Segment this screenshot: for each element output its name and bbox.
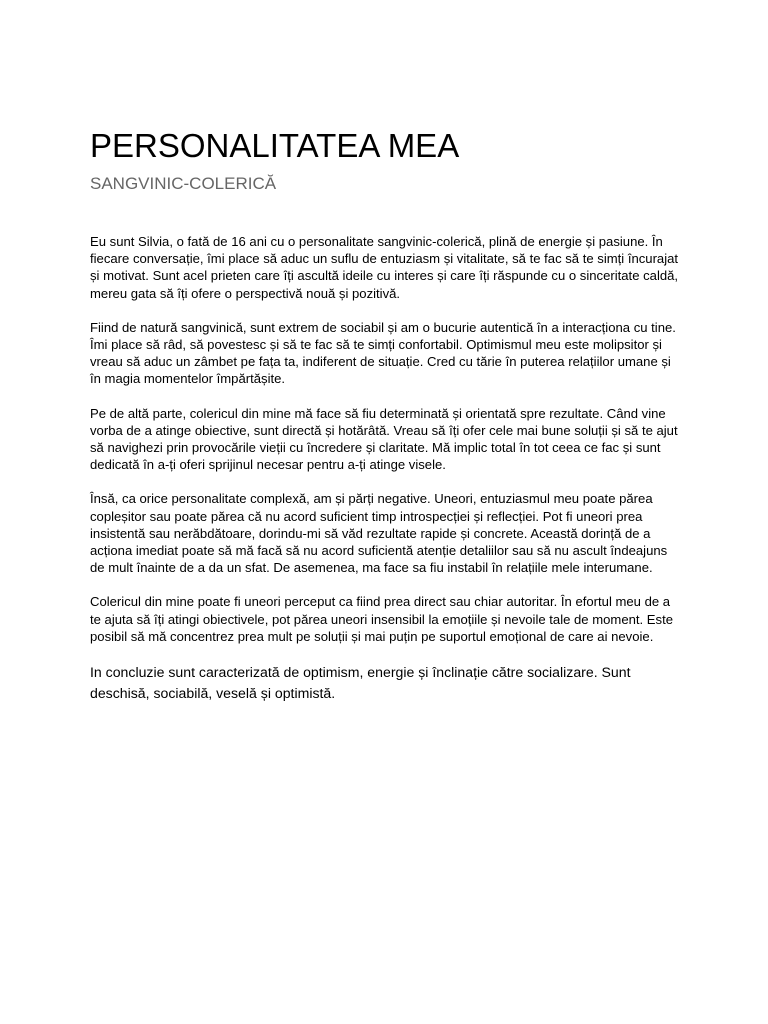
document-body [90,233,682,703]
document-page [90,126,682,720]
paragraph-sanguine: Fiind de natură sangvinică, sunt extrem de sociabil și am o bucurie autentică în a interacționa cu tine. Îmi place să râd, să povestesc și să te fac să te simți confortabil. Optimismul meu este molipsitor și vreau să aduc un zâmbet pe fața ta, indiferent de situație. Cred cu tărie în puterea relațiilor umane și în magia momentelor împărtășite. [90,319,676,387]
paragraph-intro: Eu sunt Silvia, o fată de 16 ani cu o personalitate sangvinic-colerică, plină de energie și pasiune. În fiecare conversație, îmi place să aduc un suflu de entuziasm și vitalitate, să te fac să te simți încurajat și motivat. Sunt acel prieten care îți ascultă ideile cu interes și care îți răspunde cu o sinceritate caldă, mereu gata să îți ofere o perspectivă nouă și pozitivă. [90,234,679,301]
paragraph-choleric: Pe de altă parte, colericul din mine mă face să fiu determinată și orientată spre rezultate. Când vine vorba de a atinge obiective, sunt directă și hotărâtă. Vreau să îți ofer cele mai bune soluții și să te ajut să navighezi prin provocările vieții cu încredere și claritate. Mă implic total în tot ceea ce fac și sunt dedicată în a-ți oferi sprijinul necesar pentru a-ți atinge visele. [90,405,678,473]
paragraph-choleric-negatives: Colericul din mine poate fi uneori perceput ca fiind prea direct sau chiar autoritar. În efortul meu de a te ajuta să îți atingi obiectivele, pot părea uneori insensibil la emoțiile și nevoile tale de moment. Este posibil să mă concentrez prea mult pe soluții și mai puțin pe suportul emoțional de care ai nevoie. [90,594,673,644]
paragraph-conclusion: In concluzie sunt caracterizată de optimism, energie și înclinație către socializare. Sunt deschisă, sociabilă, veselă și optimistă. [90,664,631,701]
paragraph-negatives: Însă, ca orice personalitate complexă, am și părți negative. Uneori, entuziasmul meu poate părea copleșitor sau poate părea că nu acord suficient timp introspecției și reflecției. Pot fi uneori prea insistentă sau nerăbdătoare, dorindu-mi să văd rezultate rapide și concrete. Această dorință de a acționa imediat poate să mă facă să nu acord suficientă atenție detaliilor sau să nu ascult îndeajuns de mult înainte de a da un sfat. De asemenea, ma face sa fiu instabil în relațiile mele interumane. [90,491,668,576]
document-subtitle: SANGVINIC-COLERICĂ [90,174,277,193]
document-title: PERSONALITATEA MEA [90,127,460,164]
